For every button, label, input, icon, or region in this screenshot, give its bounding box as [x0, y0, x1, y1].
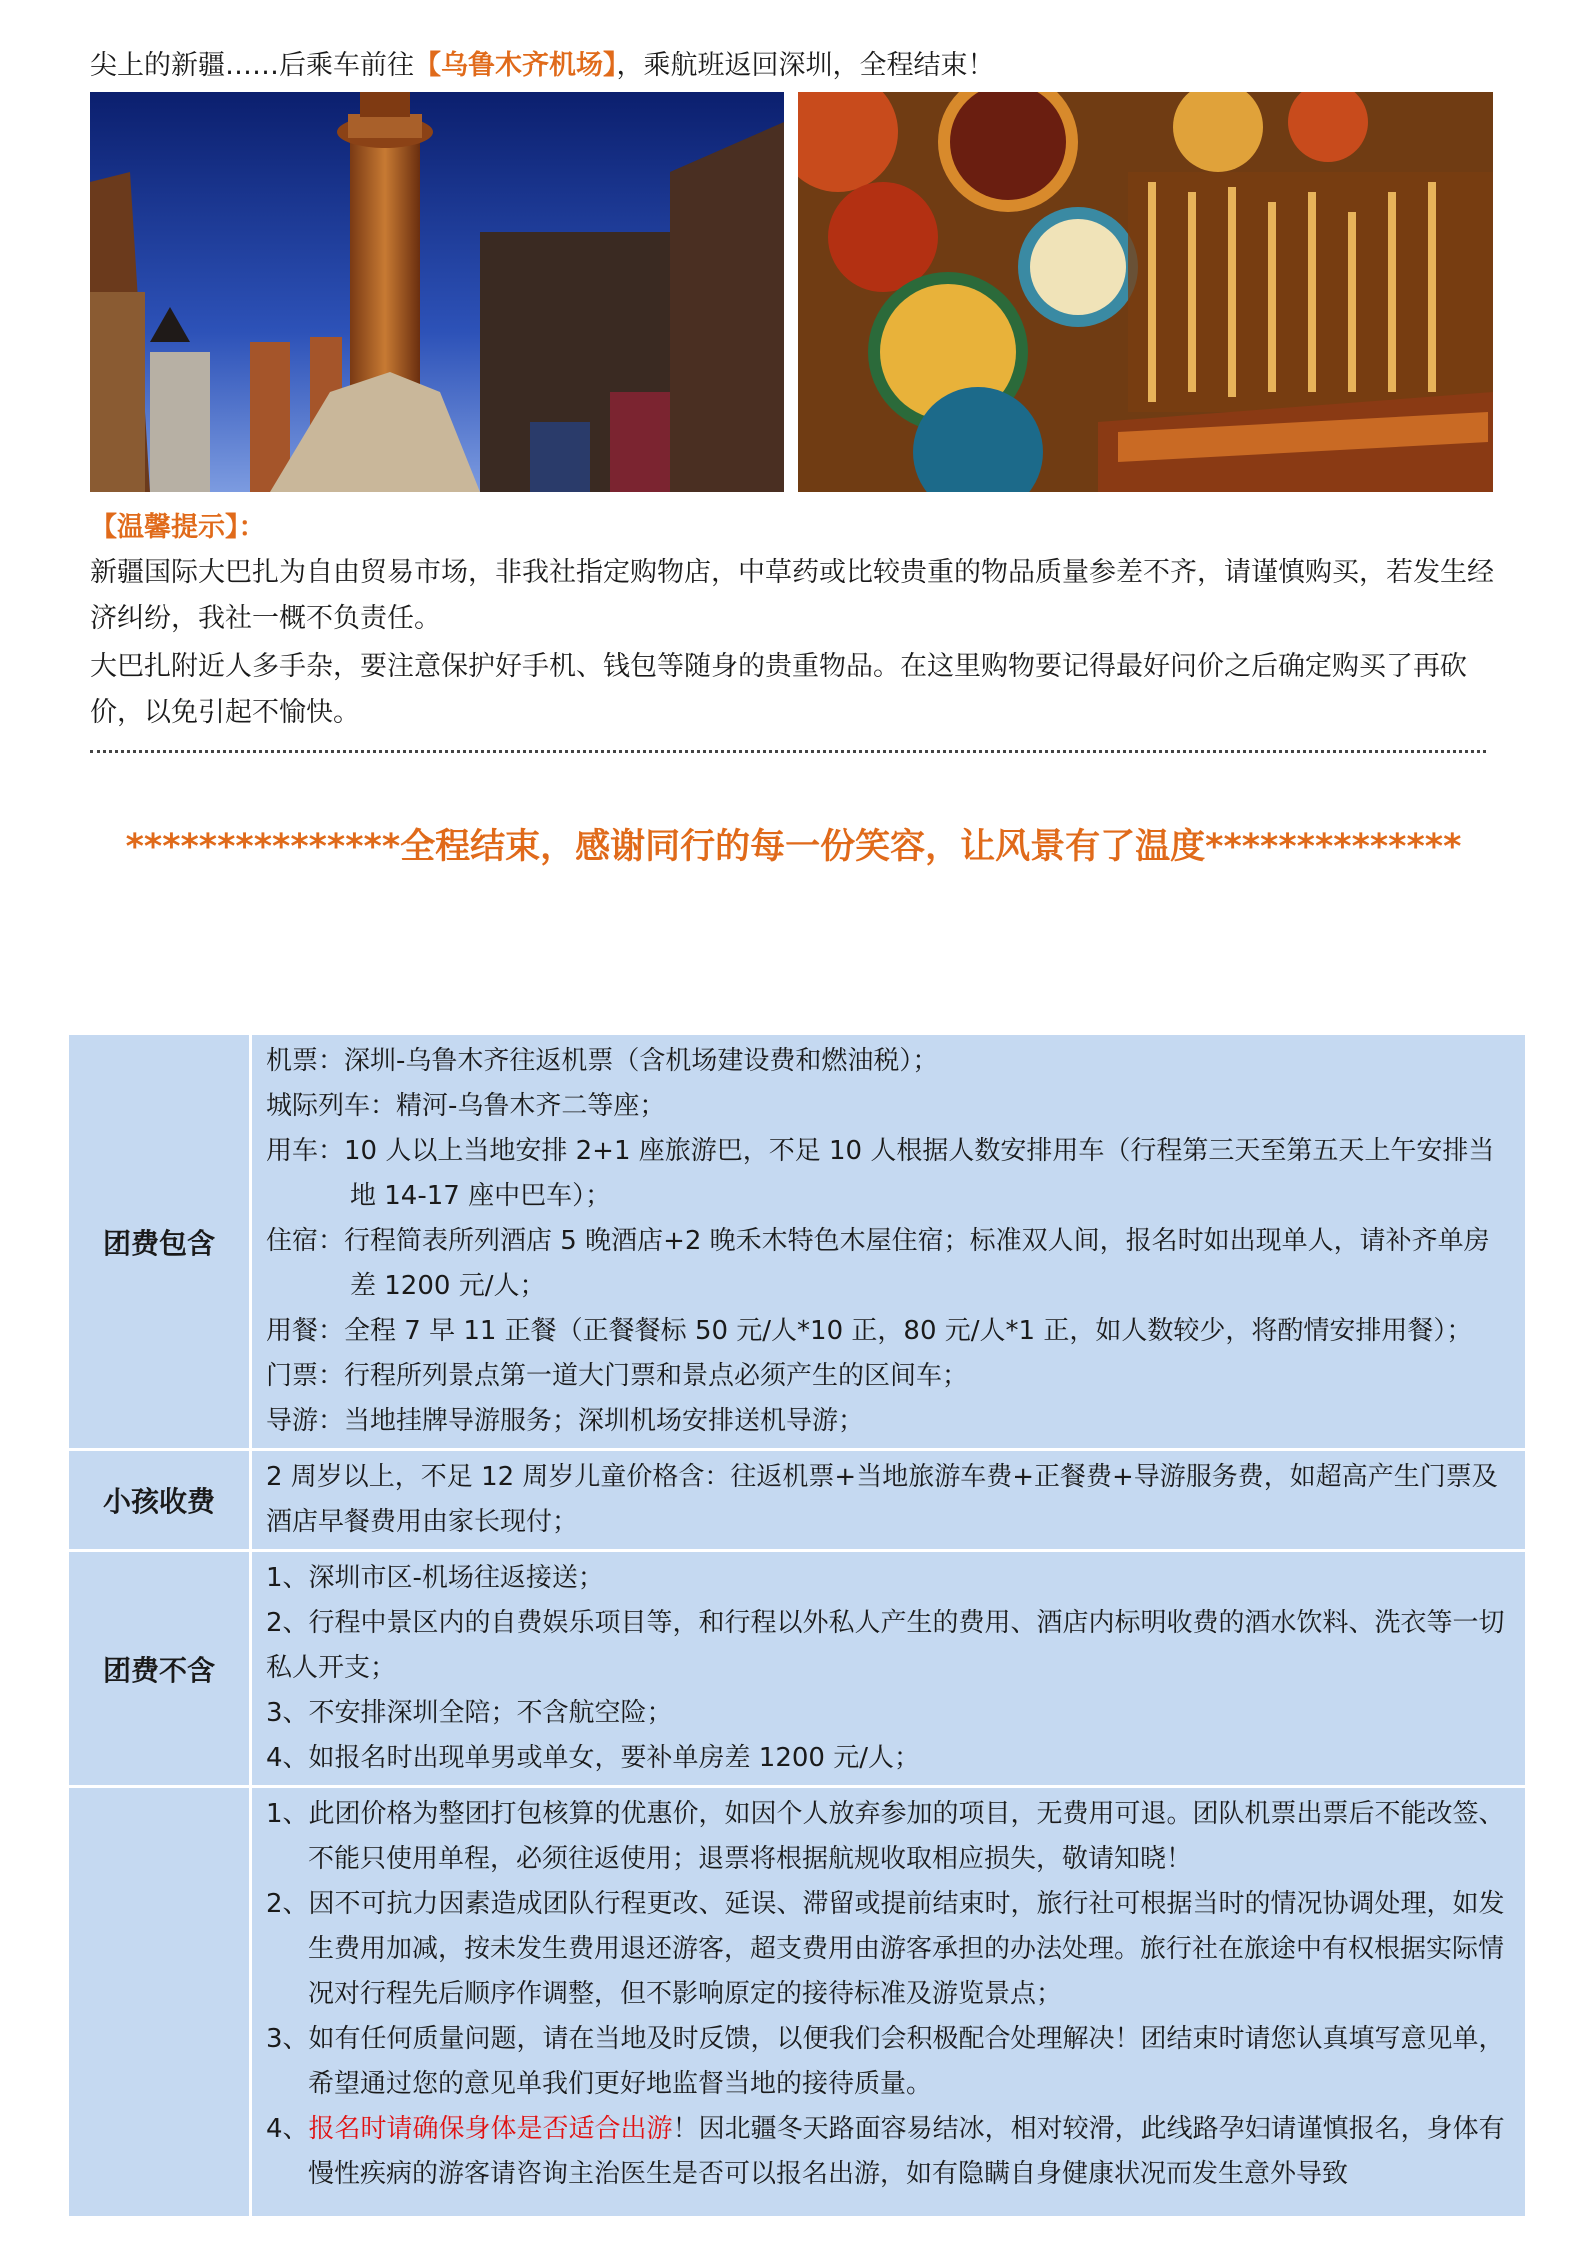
note-item-4: [266, 2107, 1511, 2197]
note-4-number: 4、: [266, 2114, 309, 2144]
excluded-item: 1、深圳市区-机场往返接送；: [266, 1563, 604, 1593]
note-item: 2、因不可抗力因素造成团队行程更改、延误、滞留或提前结束时，旅行社可根据当时的情况协调处理，如发生费用加减，按未发生费用退还游客，超支费用由游客承担的办法处理。旅行社在旅途中有权根据实际情况对行程先后顺序作调整，但不影响原定的接待标准及游览景点；: [266, 1889, 1505, 2009]
included-item: 机票：深圳-乌鲁木齐往返机票（含机场建设费和燃油税）；: [266, 1046, 939, 1076]
note-4-text: ！因北疆冬天路面容易结冰，相对较滑，此线路孕妇请谨慎报名，身体有慢性疾病的游客请咨询主治医生是否可以报名出游，如有隐瞒自身健康状况而发生意外导致: [308, 2114, 1505, 2189]
photo-bazaar-crafts: [798, 92, 1493, 492]
excluded-item: 4、如报名时出现单男或单女，要补单房差 1200 元/人；: [266, 1743, 920, 1773]
closing-banner: ***************全程结束，感谢同行的每一份笑容，让风景有了温度**************: [125, 827, 1462, 867]
intro-line: [90, 46, 995, 86]
note-item: 1、此团价格为整团打包核算的优惠价，如因个人放弃参加的项目，无费用可退。团队机票出票后不能改签、不能只使用单程，必须往返使用；退票将根据航规收取相应损失，敬请知晓！: [266, 1799, 1505, 1874]
label-included: 团费包含: [68, 1034, 251, 1450]
excluded-item: 2、行程中景区内的自费娱乐项目等，和行程以外私人产生的费用、酒店内标明收费的酒水饮料、洗衣等一切私人开支；: [266, 1608, 1505, 1683]
content-included: [251, 1034, 1527, 1450]
excluded-item: 3、不安排深圳全陪；不含航空险；: [266, 1698, 673, 1728]
row-excluded: [68, 1551, 1527, 1787]
row-included: [68, 1034, 1527, 1450]
included-item: 用餐：全程 7 早 11 正餐（正餐餐标 50 元/人*10 正，80 元/人*1 正，如人数较少，将酌情安排用餐）；: [266, 1316, 1473, 1346]
intro-highlight: 【乌鲁木齐机场】: [414, 50, 617, 81]
content-notes: [251, 1787, 1527, 2218]
label-notes: [68, 1787, 251, 2218]
note-4-warning: 报名时请确保身体是否适合出游: [308, 2114, 673, 2144]
fee-table: [66, 1032, 1528, 2219]
label-child: 小孩收费: [68, 1450, 251, 1551]
tips-paragraph-2: 大巴扎附近人多手杂，要注意保护好手机、钱包等随身的贵重物品。在这里购物要记得最好问价之后确定购买了再砍价，以免引起不愉快。: [90, 651, 1467, 728]
included-item: 住宿：行程简表所列酒店 5 晚酒店+2 晚禾木特色木屋住宿；标准双人间，报名时如出现单人，请补齐单房差 1200 元/人；: [266, 1226, 1490, 1301]
row-notes: [68, 1787, 1527, 2218]
tips-title: 【温馨提示】：: [90, 512, 266, 543]
included-item: 门票：行程所列景点第一道大门票和景点必须产生的区间车；: [266, 1361, 969, 1391]
tips-paragraph-1: 新疆国际大巴扎为自由贸易市场，非我社指定购物店，中草药或比较贵重的物品质量参差不齐，请谨慎购买，若发生经济纠纷，我社一概不负责任。: [90, 557, 1494, 634]
intro-after: ，乘航班返回深圳，全程结束！: [616, 50, 995, 81]
note-item: 3、如有任何质量问题，请在当地及时反馈，以便我们会积极配合处理解决！团结束时请您认真填写意见单，希望通过您的意见单我们更好地监督当地的接待质量。: [266, 2024, 1505, 2099]
included-item: 导游：当地挂牌导游服务；深圳机场安排送机导游；: [266, 1406, 865, 1436]
dotted-divider: [90, 750, 1486, 753]
label-excluded: 团费不含: [68, 1551, 251, 1787]
included-item: 用车：10 人以上当地安排 2+1 座旅游巴，不足 10 人根据人数安排用车（行程第三天至第五天上午安排当地 14-17 座中巴车）；: [266, 1136, 1495, 1211]
row-child: [68, 1450, 1527, 1551]
content-excluded: [251, 1551, 1527, 1787]
intro-before: 尖上的新疆……后乘车前往: [90, 50, 414, 81]
content-child: 2 周岁以上，不足 12 周岁儿童价格含：往返机票+当地旅游车费+正餐费+导游服务费，如超高产生门票及酒店早餐费用由家长现付；: [251, 1450, 1527, 1551]
included-item: 城际列车：精河-乌鲁木齐二等座；: [266, 1091, 666, 1121]
photo-grand-bazaar-tower: [90, 92, 784, 492]
